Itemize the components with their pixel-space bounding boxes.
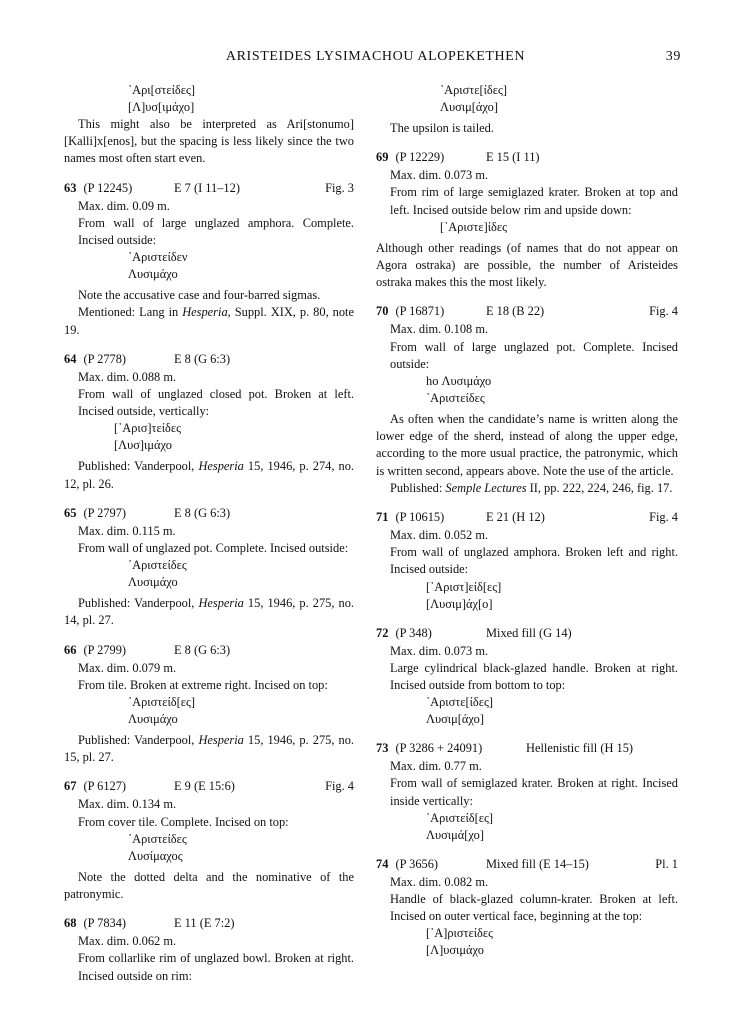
bibliography: Published: Vanderpool, Hesperia 15, 1946, p. 275, no. 15, pl. 27. bbox=[64, 733, 354, 765]
deposit-context: E 9 (E 15:6) bbox=[174, 779, 235, 794]
greek-line: [᾿Αριστε]ίδες bbox=[440, 219, 507, 234]
catalogue-entry-65 bbox=[64, 505, 354, 630]
greek-inscription bbox=[64, 557, 354, 591]
greek-line: Λυσιμ[άχο] bbox=[440, 100, 498, 114]
greek-line: ᾿Αριστείδ[ες] bbox=[128, 695, 195, 710]
entry-heading bbox=[376, 303, 678, 321]
commentary: Note the accusative case and four-barred sigmas. bbox=[78, 288, 321, 303]
greek-line: Λυσιμ[άχο] bbox=[426, 712, 484, 727]
greek-inscription bbox=[64, 420, 354, 454]
description: From wall of unglazed closed pot. Broken at left. Incised outside, vertically: bbox=[78, 387, 354, 419]
deposit-context: Mixed fill (E 14–15) bbox=[486, 856, 589, 871]
right-column bbox=[376, 82, 678, 959]
greek-inscription bbox=[64, 831, 354, 865]
description: From wall of unglazed amphora. Broken left and right. Incised outside: bbox=[390, 545, 678, 577]
description: From wall of large unglazed amphora. Complete. Incised outside: bbox=[78, 215, 354, 248]
inventory-number: (P 2778) bbox=[83, 351, 127, 366]
deposit-context: E 8 (G 6:3) bbox=[174, 505, 231, 520]
bibliography: Published: Semple Lectures II, pp. 222, 224, 246, fig. 17. bbox=[390, 480, 673, 495]
deposit-context: E 11 (E 7:2) bbox=[174, 916, 235, 931]
dimension: Max. dim. 0.115 m. bbox=[78, 523, 176, 538]
greek-line: [᾿Αριστ]είδ[ες] bbox=[426, 579, 502, 594]
dimension: Max. dim. 0.088 m. bbox=[78, 369, 177, 384]
greek-line: [Λ]υσιμάχο bbox=[426, 943, 484, 958]
description: Handle of black-glazed column-krater. Broken at left. Incised on outer vertical face, beginning at the top: bbox=[390, 892, 678, 924]
entry-heading bbox=[64, 778, 354, 796]
catalogue-entry-64 bbox=[64, 351, 354, 493]
commentary: The upsilon is tailed. bbox=[390, 121, 494, 135]
catalogue-entry-63 bbox=[64, 180, 354, 339]
entry-heading bbox=[64, 505, 354, 523]
greek-line: ᾿Αριστείδες bbox=[128, 558, 187, 573]
catalogue-entry-74 bbox=[376, 856, 678, 960]
dimension: Max. dim. 0.082 m. bbox=[390, 874, 489, 889]
description: From tile. Broken at extreme right. Incised on top: bbox=[78, 677, 328, 692]
entry-number: 70 bbox=[376, 304, 389, 319]
greek-inscription bbox=[376, 694, 678, 728]
greek-line: ᾿Αριστείδ[ες] bbox=[426, 810, 493, 825]
figure-reference: Pl. 1 bbox=[655, 856, 678, 871]
bibliography: Published: Vanderpool, Hesperia 15, 1946, p. 274, no. 12, pl. 26. bbox=[64, 459, 354, 491]
inventory-number: (P 12229) bbox=[395, 150, 445, 165]
inventory-number: (P 12245) bbox=[83, 180, 133, 195]
greek-line: [᾿Α]ριστείδες bbox=[426, 926, 493, 941]
entry-heading bbox=[376, 625, 678, 643]
greek-inscription bbox=[376, 579, 678, 613]
catalogue-entry-70 bbox=[376, 303, 678, 497]
greek-line: ᾿Αριστείδεν bbox=[128, 250, 188, 265]
greek-line: [Λυσιμ]άχ[ο] bbox=[426, 596, 493, 611]
commentary: Note the dotted delta and the nominative of the patronymic. bbox=[64, 869, 354, 902]
deposit-context: E 8 (G 6:3) bbox=[174, 642, 231, 657]
greek-line: Λυσιμάχο bbox=[128, 575, 178, 590]
entry-number: 69 bbox=[376, 150, 389, 165]
entry-number: 72 bbox=[376, 625, 389, 640]
deposit-context: Hellenistic fill (H 15) bbox=[526, 741, 634, 756]
greek-inscription bbox=[376, 810, 678, 844]
figure-reference: Fig. 3 bbox=[325, 180, 354, 195]
entry-number: 67 bbox=[64, 779, 77, 794]
greek-line: Λυσιμάχο bbox=[128, 267, 178, 282]
commentary: This might also be interpreted as Ari[stonumo] [Kalli]x[enos], but the spacing is less likely since the two names most often start even. bbox=[64, 117, 354, 166]
greek-inscription bbox=[376, 925, 678, 959]
dimension: Max. dim. 0.062 m. bbox=[78, 934, 177, 949]
greek-inscription bbox=[64, 694, 354, 728]
dimension: Max. dim. 0.073 m. bbox=[390, 643, 489, 658]
description: From cover tile. Complete. Incised on top: bbox=[78, 814, 289, 829]
dimension: Max. dim. 0.052 m. bbox=[390, 528, 489, 543]
entry-number: 74 bbox=[376, 856, 389, 871]
catalogue-entry-68 bbox=[64, 915, 354, 985]
bibliography: Published: Vanderpool, Hesperia 15, 1946, p. 275, no. 14, pl. 27. bbox=[64, 596, 354, 628]
figure-reference: Fig. 4 bbox=[325, 779, 354, 794]
deposit-context: E 18 (B 22) bbox=[486, 304, 545, 319]
dimension: Max. dim. 0.108 m. bbox=[390, 322, 489, 337]
greek-inscription bbox=[376, 373, 678, 407]
entry-heading bbox=[376, 740, 678, 758]
running-title: ARISTEIDES LYSIMACHOU ALOPEKETHEN bbox=[225, 49, 526, 64]
greek-line: [Λ]υσ[ιμάχο] bbox=[128, 100, 195, 114]
entry-heading bbox=[64, 642, 354, 660]
inventory-number: (P 10615) bbox=[395, 510, 445, 525]
entry-heading bbox=[376, 856, 678, 874]
left-column bbox=[64, 82, 354, 985]
greek-inscription bbox=[376, 82, 678, 116]
inventory-number: (P 2799) bbox=[83, 642, 127, 657]
deposit-context: E 8 (G 6:3) bbox=[174, 351, 231, 366]
greek-inscription bbox=[64, 249, 354, 283]
deposit-context: E 15 (I 11) bbox=[486, 150, 540, 165]
commentary: As often when the candidate’s name is written along the lower edge of the sherd, instead of along the upper edge, according to the more usual practice, the patronymic, which is written second, appears above. Note the use of the article. bbox=[376, 412, 678, 478]
entry-number: 68 bbox=[64, 916, 77, 931]
entry-heading bbox=[376, 149, 678, 167]
greek-line: Λυσιμάχο bbox=[128, 712, 178, 727]
entry-number: 64 bbox=[64, 351, 77, 366]
catalogue-entry-71 bbox=[376, 509, 678, 613]
deposit-context: E 7 (I 11–12) bbox=[174, 180, 240, 195]
inventory-number: (P 3656) bbox=[395, 856, 439, 871]
greek-line: ᾿Αριστε[ίδες] bbox=[426, 695, 493, 710]
greek-line: ᾿Αριστείδες bbox=[128, 831, 187, 846]
dimension: Max. dim. 0.09 m. bbox=[78, 198, 170, 213]
catalogue-entry-69 bbox=[376, 149, 678, 291]
inventory-number: (P 3286 + 24091) bbox=[395, 741, 483, 756]
entry-number: 73 bbox=[376, 741, 389, 756]
dimension: Max. dim. 0.073 m. bbox=[390, 168, 489, 183]
catalogue-entry-66 bbox=[64, 642, 354, 767]
greek-line: Λυσίμαχος bbox=[128, 848, 183, 863]
greek-line: Λυσιμά[χο] bbox=[426, 827, 484, 842]
entry-heading bbox=[376, 509, 678, 527]
greek-inscription bbox=[64, 82, 354, 116]
description: Large cylindrical black-glazed handle. Broken at right. Incised outside from bottom to top: bbox=[390, 660, 678, 693]
greek-inscription bbox=[376, 219, 678, 236]
greek-line: [Λυσ]ιμάχο bbox=[114, 438, 172, 453]
dimension: Max. dim. 0.77 m. bbox=[390, 759, 482, 774]
commentary: Although other readings (of names that do not appear on Agora ostraka) are possible, the number of Aristeides ostraka makes this the most likely. bbox=[376, 240, 678, 290]
entry-number: 71 bbox=[376, 510, 389, 525]
greek-line: ᾿Αρι[στείδες] bbox=[128, 83, 195, 97]
description: From collarlike rim of unglazed bowl. Broken at right. Incised outside on rim: bbox=[78, 951, 354, 983]
deposit-context: Mixed fill (G 14) bbox=[486, 625, 572, 640]
figure-reference: Fig. 4 bbox=[649, 510, 678, 525]
greek-line: [᾿Αρισ]τείδες bbox=[114, 421, 181, 436]
deposit-context: E 21 (H 12) bbox=[486, 510, 545, 525]
greek-line: ᾿Αριστε[ίδες] bbox=[440, 83, 507, 97]
catalogue-entry-67 bbox=[64, 778, 354, 903]
dimension: Max. dim. 0.079 m. bbox=[78, 660, 177, 675]
entry-heading bbox=[64, 915, 354, 933]
greek-line: ho Λυσιμάχο bbox=[426, 374, 492, 389]
running-header bbox=[70, 48, 681, 68]
inventory-number: (P 348) bbox=[395, 625, 432, 640]
description: From wall of large unglazed pot. Complete. Incised outside: bbox=[390, 339, 678, 371]
inventory-number: (P 6127) bbox=[83, 779, 127, 794]
entry-number: 63 bbox=[64, 180, 77, 195]
description: From wall of semiglazed krater. Broken at right. Incised inside vertically: bbox=[390, 776, 678, 808]
entry-number: 65 bbox=[64, 505, 77, 520]
catalogue-entry-73 bbox=[376, 740, 678, 844]
inventory-number: (P 7834) bbox=[83, 916, 127, 931]
entry-number: 66 bbox=[64, 642, 77, 657]
inventory-number: (P 16871) bbox=[395, 304, 445, 319]
description: From wall of unglazed pot. Complete. Incised outside: bbox=[78, 541, 349, 556]
dimension: Max. dim. 0.134 m. bbox=[78, 797, 177, 812]
entry-heading bbox=[64, 180, 354, 198]
page-number: 39 bbox=[665, 49, 681, 64]
entry-heading bbox=[64, 351, 354, 369]
description: From rim of large semiglazed krater. Broken at top and left. Incised outside below rim and upside down: bbox=[390, 185, 678, 217]
catalogue-entry-72 bbox=[376, 625, 678, 729]
inventory-number: (P 2797) bbox=[83, 505, 127, 520]
greek-line: ᾿Αριστείδες bbox=[426, 391, 485, 406]
bibliography: Mentioned: Lang in Hesperia, Suppl. XIX, p. 80, note 19. bbox=[64, 305, 354, 337]
figure-reference: Fig. 4 bbox=[649, 304, 678, 319]
